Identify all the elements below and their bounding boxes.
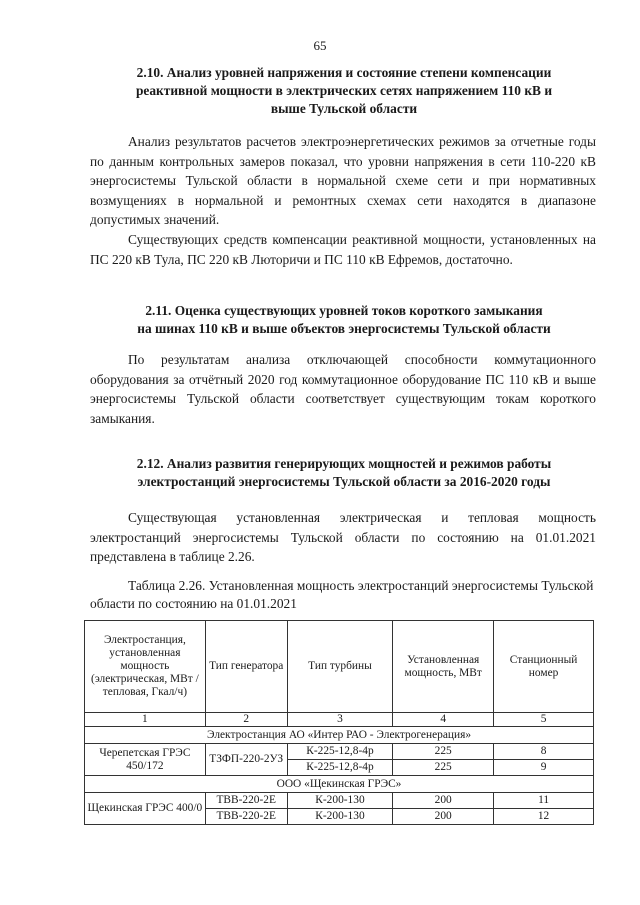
turbine-cell: К-200-130: [287, 809, 393, 825]
table-row: [85, 744, 594, 760]
header-station: Электростанция, установленная мощность (электрическая, МВт / тепловая, Гкал/ч): [85, 621, 206, 713]
heading-line: 2.11. Оценка существующих уровней токов короткого замыкания: [145, 303, 543, 318]
heading-line: на шинах 110 кВ и выше объектов энергосистемы Тульской области: [137, 321, 551, 336]
turbine-cell: К-200-130: [287, 793, 393, 809]
table-caption: Таблица 2.26. Установленная мощность электростанций энергосистемы Тульской области по состоянию на 01.01.2021: [90, 578, 594, 611]
station-number-cell: 9: [494, 760, 594, 776]
column-number: 5: [494, 713, 594, 727]
capacity-cell: 225: [393, 760, 494, 776]
heading-line: 2.10. Анализ уровней напряжения и состояние степени компенсации: [136, 65, 552, 80]
column-number: 2: [205, 713, 287, 727]
capacity-table: [84, 620, 594, 825]
station-cell: Черепетская ГРЭС 450/172: [85, 744, 206, 776]
header-generator-type: Тип генератора: [205, 621, 287, 713]
capacity-cell: 200: [393, 793, 494, 809]
heading-line: электростанций энергосистемы Тульской области за 2016-2020 годы: [137, 474, 551, 489]
column-number: 3: [287, 713, 393, 727]
column-number: 4: [393, 713, 494, 727]
station-cell: Щекинская ГРЭС 400/0: [85, 793, 206, 825]
section-heading-2-10: [92, 64, 596, 118]
header-turbine-type: Тип турбины: [287, 621, 393, 713]
station-number-cell: 8: [494, 744, 594, 760]
heading-line: 2.12. Анализ развития генерирующих мощностей и режимов работы: [136, 456, 552, 471]
paragraph-generation: Существующая установленная электрическая и тепловая мощность электростанций энергосистемы Тульской области по состоянию на 01.01.2021 представлена в таблице 2.26.: [90, 510, 596, 564]
heading-line: реактивной мощности в электрических сетях напряжением 110 кВ и: [135, 83, 553, 98]
owner-label: ООО «Щекинская ГРЭС»: [85, 776, 594, 793]
generator-cell: ТВВ-220-2Е: [205, 793, 287, 809]
capacity-cell: 225: [393, 744, 494, 760]
page-number: 65: [313, 38, 327, 53]
capacity-cell: 200: [393, 809, 494, 825]
table-row: [85, 793, 594, 809]
generator-cell: ТЗФП-220-2УЗ: [205, 744, 287, 776]
header-installed-capacity: Установленная мощность, МВт: [393, 621, 494, 713]
column-number-row: [85, 713, 594, 727]
paragraph-compensation: Существующих средств компенсации реактивной мощности, установленных на ПС 220 кВ Тула, ПС 220 кВ Люторичи и ПС 110 кВ Ефремов, достаточно.: [90, 232, 596, 267]
paragraph-voltage-analysis: Анализ результатов расчетов электроэнергетических режимов за отчетные годы по данным контрольных замеров показал, что уровни напряжения в сети 110-220 кВ энергосистемы Тульской области в нормальной схеме сети и при нормативных возмущениях в нормальной и ремонтных схемах сети находятся в диапазоне допустимых значений.: [90, 134, 596, 227]
generator-cell: ТВВ-220-2Е: [205, 809, 287, 825]
station-number-cell: 12: [494, 809, 594, 825]
section-heading-2-11: [92, 302, 596, 338]
section-heading-2-12: [92, 455, 596, 491]
table-section-row: [85, 727, 594, 744]
heading-line: выше Тульской области: [270, 101, 418, 116]
station-number-cell: 11: [494, 793, 594, 809]
turbine-cell: К-225-12,8-4р: [287, 760, 393, 776]
paragraph-short-circuit: По результатам анализа отключающей способности коммутационного оборудования за отчётный 2020 год коммутационное оборудование ПС 110 кВ и выше энергосистемы Тульской области соответствует существующим токам короткого замыкания.: [90, 352, 596, 426]
table-section-row: [85, 776, 594, 793]
header-station-number: Станционный номер: [494, 621, 594, 713]
column-number: 1: [85, 713, 206, 727]
owner-label: Электростанция АО «Интер РАО - Электрогенерация»: [85, 727, 594, 744]
table-header-row: [85, 621, 594, 713]
turbine-cell: К-225-12,8-4р: [287, 744, 393, 760]
